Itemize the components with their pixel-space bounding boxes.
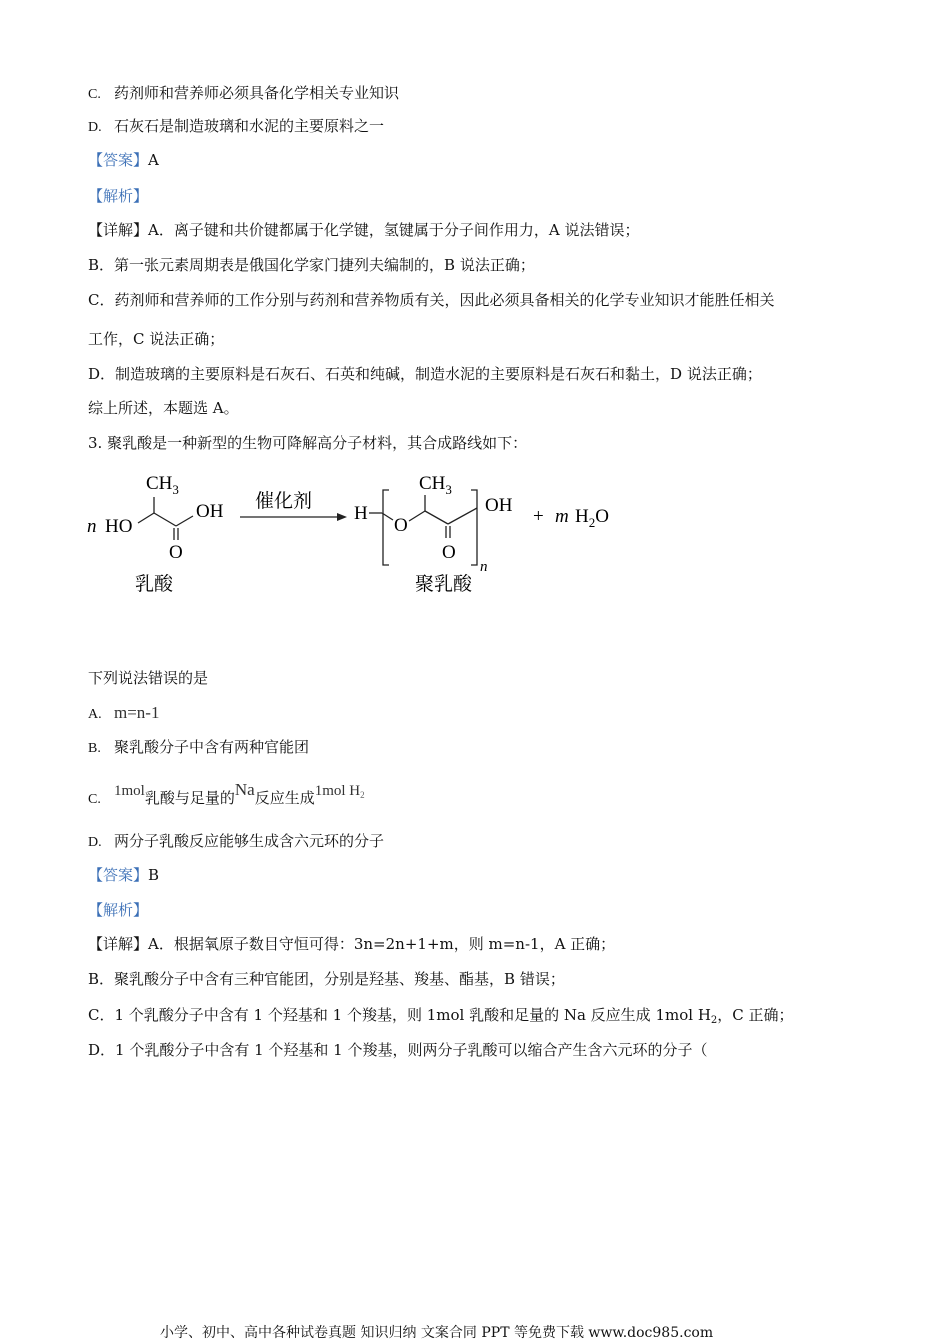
option-letter: C.: [88, 87, 101, 102]
option-formula: 1mol $H_2$: [314, 783, 365, 800]
product-oh: OH: [485, 495, 513, 516]
q3-analysis: [88, 900, 148, 920]
option-text: 乳酸与足量的: [144, 789, 235, 807]
q3-detail-a: [88, 934, 615, 954]
q3-option-a: [88, 703, 159, 725]
answer-tag: 【答案】: [88, 151, 149, 169]
option-letter: A.: [88, 707, 102, 722]
q2-detail-d: D．制造玻璃的主要原料是石灰石、石英和纯碱，制造水泥的主要原料是石灰石和黏土，D 说法正确；: [88, 365, 762, 383]
water-coefficient: m: [555, 506, 569, 527]
plus-sign: +: [533, 506, 544, 527]
option-text: 石灰石是制造玻璃和水泥的主要原料之一: [114, 117, 385, 135]
reactant-coefficient: n: [87, 516, 97, 537]
bond: [138, 513, 154, 523]
reactant-label: 乳酸: [135, 573, 174, 595]
q2-detail-a: [88, 220, 639, 240]
carbonyl-o: O: [169, 542, 183, 563]
product-label: 聚乳酸: [415, 573, 473, 595]
methyl-group: $CH_3$: [419, 473, 452, 497]
q2-answer: [88, 150, 159, 170]
q3-option-b: [88, 737, 309, 759]
q3-detail-c: [88, 1005, 794, 1031]
q3-option-c: [88, 775, 365, 815]
option-text: 两分子乳酸反应能够生成含六元环的分子: [114, 832, 385, 850]
right-bracket: [471, 490, 477, 565]
detail-tag: 【详解】: [88, 935, 149, 953]
page-footer: 小学、初中、高中各种试卷真题 知识归纳 文案合同 PPT 等免费下载 www.doc985.com: [160, 1325, 714, 1341]
q3-stem: 3. 聚乳酸是一种新型的生物可降解高分子材料，其合成路线如下：: [88, 434, 528, 452]
carbonyl-o: O: [442, 542, 456, 563]
answer-value: A: [148, 151, 159, 169]
water-formula: $H_2O$: [575, 506, 609, 530]
product-h: H: [354, 503, 368, 524]
q3-detail-d: D．1 个乳酸分子中含有 1 个羟基和 1 个羧基，则两分子乳酸可以缩合产生含六元环的分子（: [88, 1041, 708, 1059]
subscript: 2: [710, 1015, 718, 1026]
option-text: 反应生成: [254, 789, 315, 807]
option-letter: D.: [88, 835, 102, 850]
bond: [425, 511, 448, 524]
option-letter: D.: [88, 120, 102, 135]
bond: [409, 511, 425, 521]
q2-summary: 综上所述，本题选 A。: [88, 399, 239, 417]
q3-option-d: [88, 831, 384, 853]
option-letter: B.: [88, 741, 101, 756]
detail-text: ，C 正确；: [717, 1006, 794, 1024]
q3-answer: [88, 865, 159, 885]
bond: [448, 508, 477, 524]
q3-prompt: 下列说法错误的是: [88, 669, 209, 687]
catalyst-label: 催化剂: [255, 490, 313, 512]
left-bracket: [383, 490, 389, 565]
detail-text: A．离子键和共价键都属于化学键，氢键属于分子间作用力，A 说法错误；: [148, 221, 640, 239]
detail-text: C．1 个乳酸分子中含有 1 个羟基和 1 个羧基，则 1mol 乳酸和足量的 Na 反应生成 1mol H: [88, 1006, 711, 1024]
arrow-head: [337, 513, 347, 521]
option-formula: Na: [234, 780, 255, 799]
analysis-tag: 【解析】: [88, 901, 149, 919]
detail-text: A．根据氧原子数目守恒可得：3n=2n+1+m，则 m=n-1，A 正确；: [148, 935, 616, 953]
q2-analysis: [88, 186, 148, 206]
option-formula: 1mol: [114, 783, 145, 799]
q3-detail-b: B．聚乳酸分子中含有三种官能团，分别是羟基、羧基、酯基，B 错误；: [88, 970, 565, 988]
option-text: 聚乳酸分子中含有两种官能团: [114, 738, 310, 756]
q2-option-c: [88, 83, 399, 105]
option-formula: m=n-1: [114, 703, 160, 722]
methyl-group: $CH_3$: [146, 473, 179, 497]
reactant-oh: OH: [196, 501, 224, 522]
reaction-scheme: [85, 465, 645, 600]
answer-value: B: [148, 866, 160, 884]
analysis-tag: 【解析】: [88, 187, 149, 205]
option-text: 药剂师和营养师必须具备化学相关专业知识: [114, 84, 400, 102]
bond: [154, 513, 176, 526]
option-letter: C.: [88, 792, 101, 807]
product-o: O: [394, 515, 408, 536]
q2-detail-c1: C．药剂师和营养师的工作分别与药剂和营养物质有关，因此必须具备相关的化学专业知识才能胜任相关: [88, 291, 775, 309]
q2-option-d: [88, 116, 384, 138]
bond: [176, 516, 193, 526]
repeat-index: n: [480, 559, 488, 575]
detail-tag: 【详解】: [88, 221, 149, 239]
answer-tag: 【答案】: [88, 866, 149, 884]
q2-detail-b: B．第一张元素周期表是俄国化学家门捷列夫编制的，B 说法正确；: [88, 256, 535, 274]
reactant-ho: HO: [105, 516, 133, 537]
q2-detail-c2: 工作，C 说法正确；: [88, 330, 225, 348]
